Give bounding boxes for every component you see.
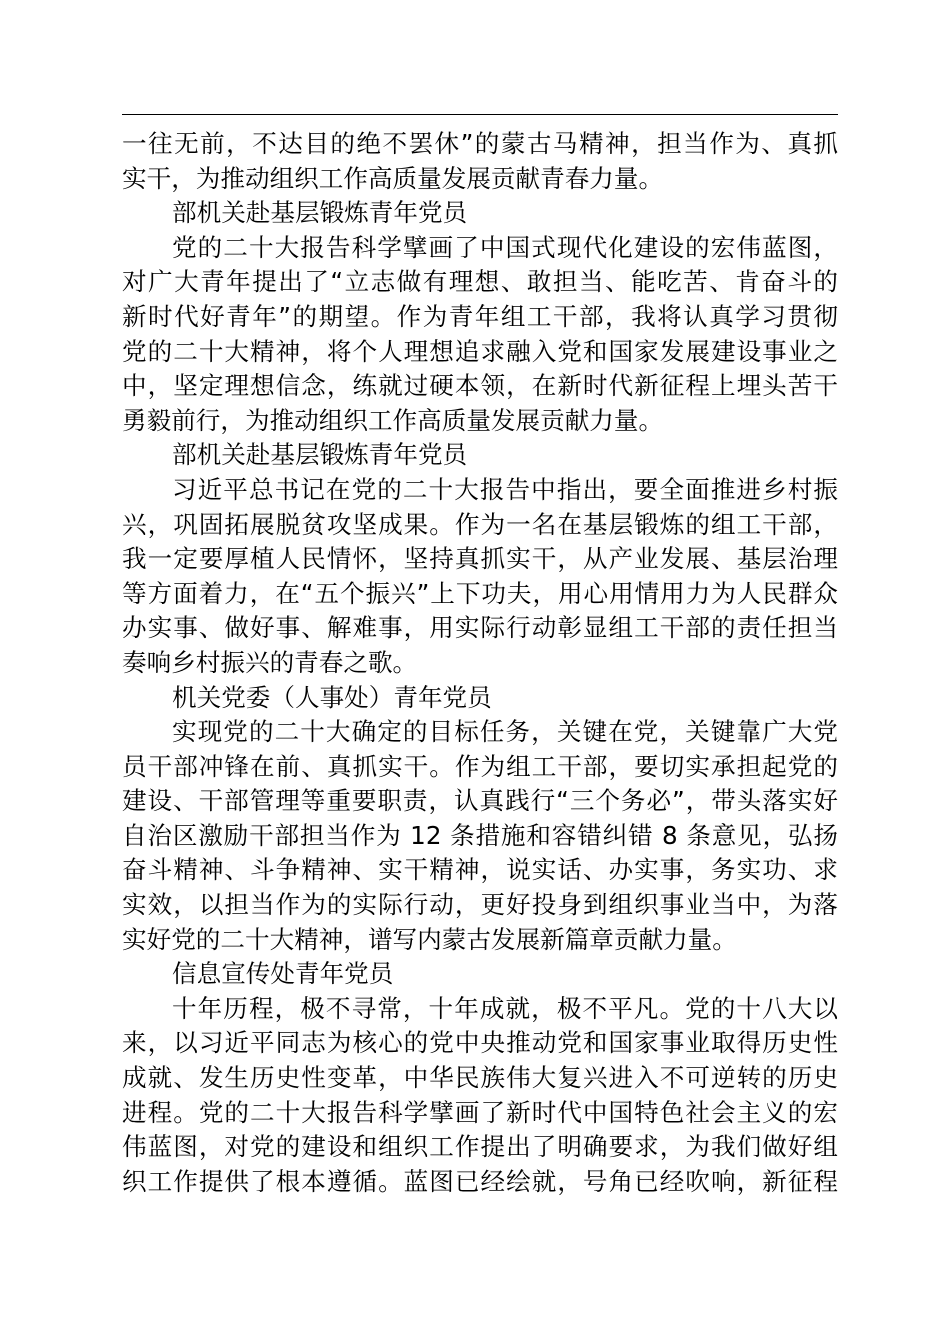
text-line: 实效，以担当作为的实际行动，更好投身到组织事业当中，为落 <box>122 890 838 920</box>
text-line: 新时代好青年”的期望。作为青年组工干部，我将认真学习贯彻 <box>122 301 838 331</box>
text-line: 建设、干部管理等重要职责，认真践行“三个务必”，带头落实好 <box>122 786 838 816</box>
text-line: 来，以习近平同志为核心的党中央推动党和国家事业取得历史性 <box>122 1028 838 1058</box>
paragraph-first-line: 十年历程，极不寻常，十年成就，极不平凡。党的十八大以 <box>172 993 838 1023</box>
text-line: 织工作提供了根本遵循。蓝图已经绘就，号角已经吹响，新征程 <box>122 1166 838 1196</box>
paragraph-last-line: 实好党的二十大精神，谱写内蒙古发展新篇章贡献力量。 <box>122 924 737 954</box>
paragraph-last-line: 实干，为推动组织工作高质量发展贡献青春力量。 <box>122 163 664 193</box>
text-line: 成就、发生历史性变革，中华民族伟大复兴进入不可逆转的历史 <box>122 1063 838 1093</box>
paragraph-first-line: 习近平总书记在党的二十大报告中指出，要全面推进乡村振 <box>172 474 838 504</box>
text-line: 办实事、做好事、解难事，用实际行动彰显组工干部的责任担当 <box>122 613 838 643</box>
text-line: 党的二十大精神，将个人理想追求融入党和国家发展建设事业之 <box>122 336 838 366</box>
text-line: 伟蓝图，对党的建设和组织工作提出了明确要求，为我们做好组 <box>122 1132 838 1162</box>
section-heading: 部机关赴基层锻炼青年党员 <box>172 440 468 470</box>
text-line: 对广大青年提出了“立志做有理想、敢担当、能吃苦、肯奋斗的 <box>122 267 838 297</box>
paragraph-last-line: 奏响乡村振兴的青春之歌。 <box>122 647 418 677</box>
text-line: 我一定要厚植人民情怀，坚持真抓实干，从产业发展、基层治理 <box>122 544 838 574</box>
text-line: 等方面着力，在“五个振兴”上下功夫，用心用情用力为人民群众 <box>122 578 838 608</box>
text-line: 自治区激励干部担当作为 12 条措施和容错纠错 8 条意见，弘扬 <box>122 820 838 850</box>
text-line: 兴，巩固拓展脱贫攻坚成果。作为一名在基层锻炼的组工干部， <box>122 509 838 539</box>
header-rule <box>122 114 838 115</box>
paragraph-first-line: 党的二十大报告科学擘画了中国式现代化建设的宏伟蓝图， <box>172 232 838 262</box>
paragraph-last-line: 勇毅前行，为推动组织工作高质量发展贡献力量。 <box>122 405 664 435</box>
section-heading: 机关党委（人事处）青年党员 <box>172 682 492 712</box>
text-line: 奋斗精神、斗争精神、实干精神，说实话、办实事，务实功、求 <box>122 855 838 885</box>
text-line: 员干部冲锋在前、真抓实干。作为组工干部，要切实承担起党的 <box>122 751 838 781</box>
document-body <box>122 127 838 1199</box>
text-line: 进程。党的二十大报告科学擘画了新时代中国特色社会主义的宏 <box>122 1097 838 1127</box>
section-heading: 部机关赴基层锻炼青年党员 <box>172 198 468 228</box>
section-heading: 信息宣传处青年党员 <box>172 959 394 989</box>
paragraph-first-line: 实现党的二十大确定的目标任务，关键在党，关键靠广大党 <box>172 717 838 747</box>
text-line: 一往无前，不达目的绝不罢休”的蒙古马精神，担当作为、真抓 <box>122 129 838 158</box>
text-line: 中，坚定理想信念，练就过硬本领，在新时代新征程上埋头苦干 <box>122 371 838 401</box>
